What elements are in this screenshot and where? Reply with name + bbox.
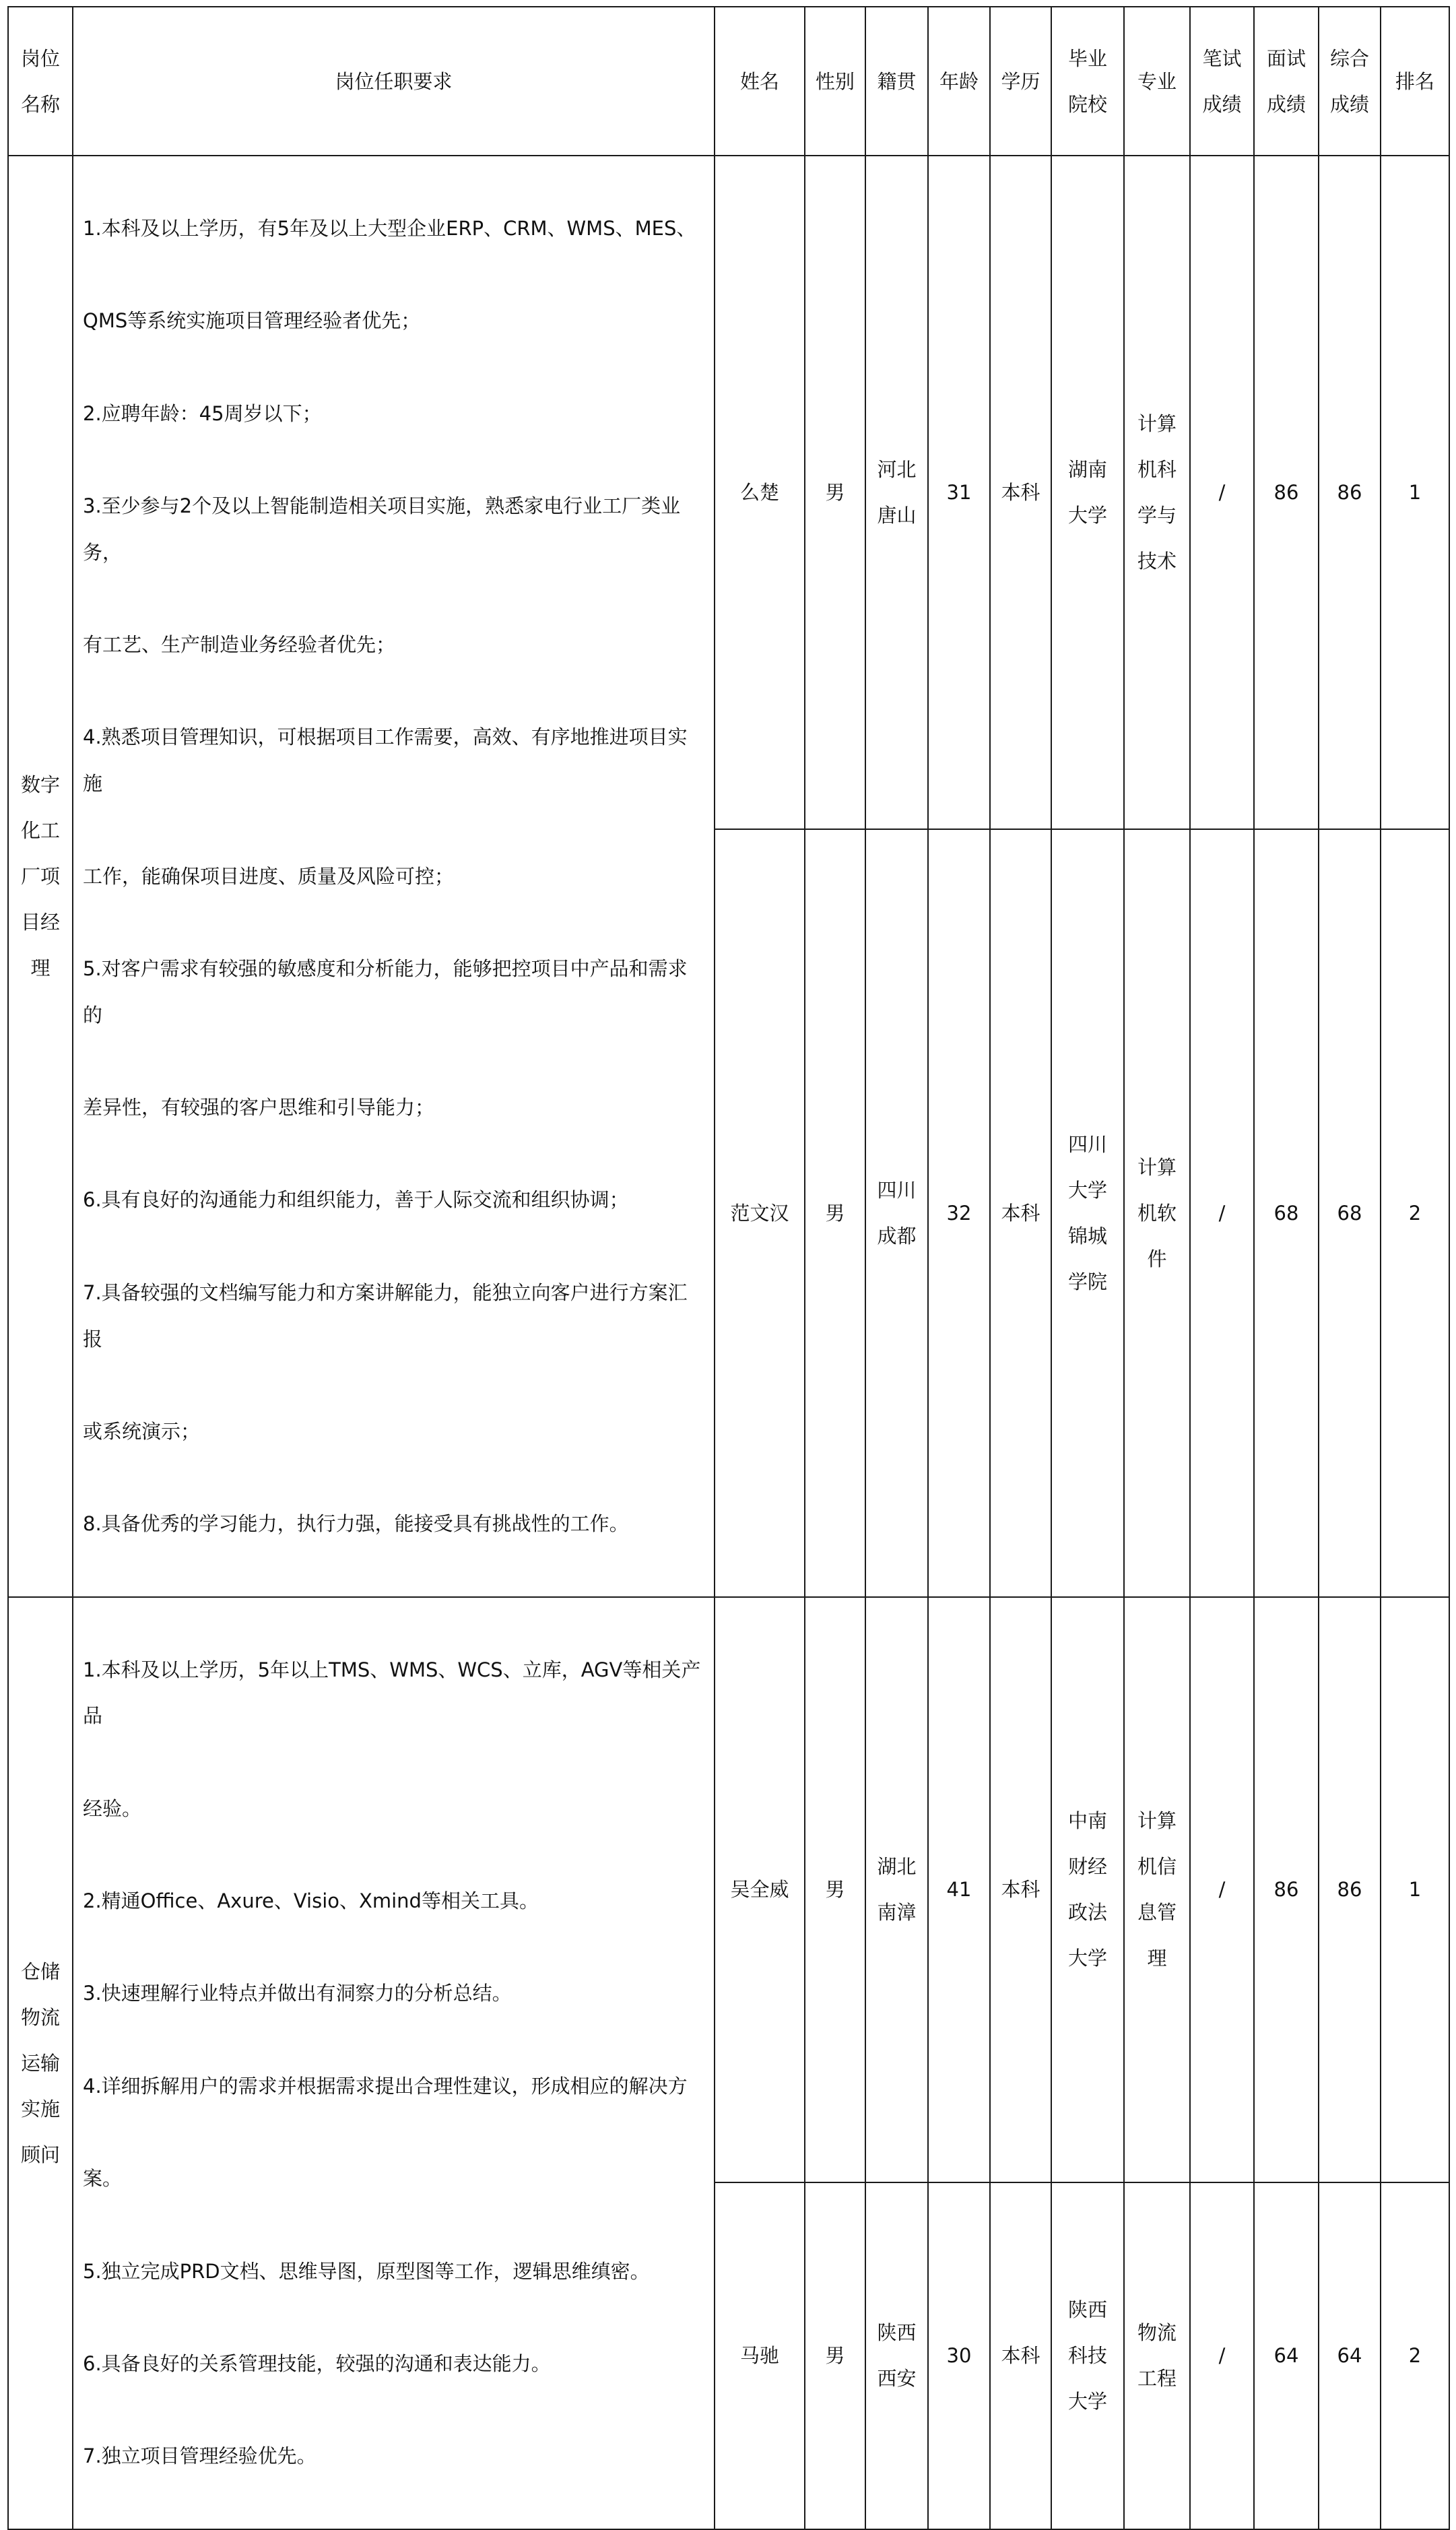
candidate-results-table [7,6,1450,2530]
candidate-total-score: 68 [1319,829,1381,1597]
requirement-line: 4.详细拆解用户的需求并根据需求提出合理性建议，形成相应的解决方 [83,2074,688,2098]
candidate-major: 计算 机软 件 [1124,829,1190,1597]
candidate-name: 马驰 [715,2182,805,2529]
requirement-line: 4.熟悉项目管理知识，可根据项目工作需要，高效、有序地推进项目实施 [83,725,688,796]
header-row [8,7,1449,156]
header-interview-score: 面试 成绩 [1254,7,1319,156]
candidate-rank: 1 [1381,156,1449,829]
header-gender: 性别 [805,7,865,156]
candidate-gender: 男 [805,829,865,1597]
candidate-hometown: 陕西 西安 [865,2182,928,2529]
requirement-line: 3.快速理解行业特点并做出有洞察力的分析总结。 [83,1982,512,2005]
requirement-line: 案。 [83,2167,123,2191]
candidate-total-score: 86 [1319,1597,1381,2182]
header-written-score: 笔试 成绩 [1190,7,1254,156]
header-rank: 排名 [1381,7,1449,156]
header-school: 毕业 院校 [1051,7,1124,156]
header-age: 年龄 [928,7,990,156]
candidate-interview-score: 86 [1254,156,1319,829]
candidate-major: 计算 机科 学与 技术 [1124,156,1190,829]
candidate-education: 本科 [990,829,1051,1597]
candidate-school: 湖南 大学 [1051,156,1124,829]
candidate-education: 本科 [990,1597,1051,2182]
candidate-written-score: / [1190,156,1254,829]
candidate-school: 四川 大学 锦城 学院 [1051,829,1124,1597]
candidate-age: 41 [928,1597,990,2182]
candidate-gender: 男 [805,156,865,829]
requirement-line: 差异性，有较强的客户思维和引导能力； [83,1096,435,1120]
candidate-name: 么楚 [715,156,805,829]
requirement-line: 7.具备较强的文档编写能力和方案讲解能力，能独立向客户进行方案汇报 [83,1280,688,1351]
candidate-age: 31 [928,156,990,829]
requirement-line: 2.精通Office、Axure、Visio、Xmind等相关工具。 [83,1889,539,1913]
header-position: 岗位 名称 [8,7,73,156]
candidate-total-score: 86 [1319,156,1381,829]
candidate-name: 范文汉 [715,829,805,1597]
candidate-school: 中南 财经 政法 大学 [1051,1597,1124,2182]
candidate-interview-score: 64 [1254,2182,1319,2529]
table-row [8,1597,1449,2182]
requirement-line: 1.本科及以上学历，有5年及以上大型企业ERP、CRM、WMS、MES、 [83,216,696,240]
candidate-hometown: 湖北 南漳 [865,1597,928,2182]
requirement-line: QMS等系统实施项目管理经验者优先； [83,309,421,333]
position-title: 仓储 物流 运输 实施 顾问 [8,1597,73,2529]
candidate-interview-score: 86 [1254,1597,1319,2182]
candidate-major: 计算 机信 息管 理 [1124,1597,1190,2182]
requirement-line: 或系统演示； [83,1419,201,1443]
candidate-major: 物流 工程 [1124,2182,1190,2529]
header-education: 学历 [990,7,1051,156]
candidate-school: 陕西 科技 大学 [1051,2182,1124,2529]
table-row [8,156,1449,829]
requirement-line: 6.具备良好的关系管理技能，较强的沟通和表达能力。 [83,2352,551,2376]
position-requirements [73,156,715,1597]
candidate-name: 吴全威 [715,1597,805,2182]
candidate-written-score: / [1190,2182,1254,2529]
requirement-line: 工作，能确保项目进度、质量及风险可控； [83,864,455,888]
header-name: 姓名 [715,7,805,156]
requirement-line: 5.独立完成PRD文档、思维导图，原型图等工作，逻辑思维缜密。 [83,2259,650,2283]
header-major: 专业 [1124,7,1190,156]
requirement-line: 6.具有良好的沟通能力和组织能力，善于人际交流和组织协调； [83,1188,629,1212]
requirement-line: 1.本科及以上学历，5年以上TMS、WMS、WCS、立库，AGV等相关产品 [83,1658,701,1728]
requirement-line: 经验。 [83,1796,142,1820]
candidate-written-score: / [1190,829,1254,1597]
candidate-gender: 男 [805,1597,865,2182]
requirement-line: 2.应聘年龄：45周岁以下； [83,401,322,425]
requirement-line: 8.具备优秀的学习能力，执行力强，能接受具有挑战性的工作。 [83,1512,629,1536]
candidate-age: 32 [928,829,990,1597]
requirement-line: 5.对客户需求有较强的敏感度和分析能力，能够把控项目中产品和需求的 [83,956,688,1027]
candidate-education: 本科 [990,2182,1051,2529]
candidate-interview-score: 68 [1254,829,1319,1597]
candidate-hometown: 四川 成都 [865,829,928,1597]
requirement-line: 7.独立项目管理经验优先。 [83,2444,317,2468]
candidate-education: 本科 [990,156,1051,829]
header-requirements: 岗位任职要求 [73,7,715,156]
position-title: 数字 化工 厂项 目经 理 [8,156,73,1597]
position-requirements [73,1597,715,2529]
header-total-score: 综合 成绩 [1319,7,1381,156]
candidate-total-score: 64 [1319,2182,1381,2529]
candidate-hometown: 河北 唐山 [865,156,928,829]
candidate-age: 30 [928,2182,990,2529]
header-hometown: 籍贯 [865,7,928,156]
requirement-line: 3.至少参与2个及以上智能制造相关项目实施，熟悉家电行业工厂类业务， [83,494,681,564]
candidate-rank: 2 [1381,829,1449,1597]
candidate-written-score: / [1190,1597,1254,2182]
candidate-rank: 2 [1381,2182,1449,2529]
candidate-rank: 1 [1381,1597,1449,2182]
candidate-gender: 男 [805,2182,865,2529]
requirement-line: 有工艺、生产制造业务经验者优先； [83,633,396,657]
